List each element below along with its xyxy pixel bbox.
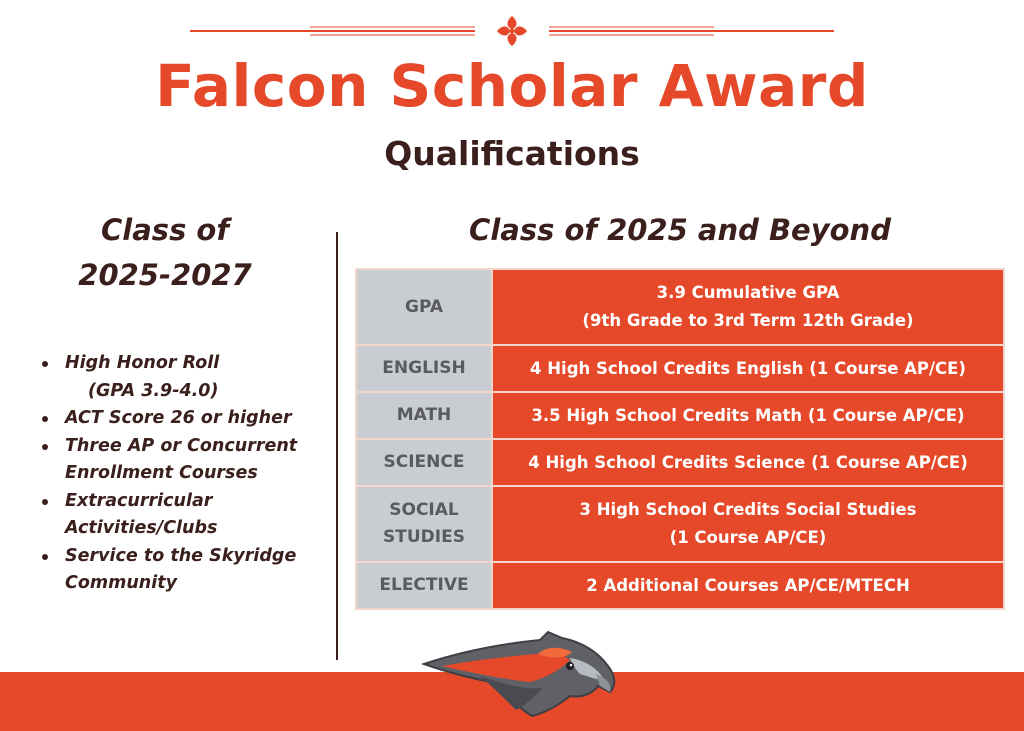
requirements-table [355,268,1005,610]
requirement-cell: 2 Additional Courses AP/CE/MTECH [492,562,1004,609]
requirement-cell: 3 High School Credits Social Studies (1 Course AP/CE) [492,486,1004,562]
left-heading-line1: Class of [101,213,229,247]
qualifications-list [38,350,338,598]
left-heading-line2: 2025-2027 [78,258,252,292]
category-cell: SCIENCE [356,439,492,486]
table-row [356,269,1004,345]
table-row [356,439,1004,486]
requirement-cell: 3.5 High School Credits Math (1 Course AP/CE) [492,392,1004,439]
table-row [356,345,1004,392]
list-item: Service to the Skyridge Community [38,543,338,598]
left-column-heading [40,208,290,298]
category-cell: ENGLISH [356,345,492,392]
column-divider [336,232,338,660]
list-item: Extracurricular Activities/Clubs [38,488,338,543]
category-cell: ELECTIVE [356,562,492,609]
fleur-divider-icon [190,14,834,48]
requirement-cell: 4 High School Credits English (1 Course AP/CE) [492,345,1004,392]
category-cell: SOCIAL STUDIES [356,486,492,562]
page-title: Falcon Scholar Award [155,52,869,120]
requirement-cell: 3.9 Cumulative GPA (9th Grade to 3rd Term 12th Grade) [492,269,1004,345]
falcon-head-logo [420,628,620,720]
page-subtitle: Qualifications [384,134,640,173]
category-cell: MATH [356,392,492,439]
list-item: ACT Score 26 or higher [38,405,338,433]
right-column-heading: Class of 2025 and Beyond [469,213,891,247]
category-cell: GPA [356,269,492,345]
list-item: High Honor Roll (GPA 3.9-4.0) [38,350,338,405]
requirement-cell: 4 High School Credits Science (1 Course AP/CE) [492,439,1004,486]
table-row [356,562,1004,609]
list-item: Three AP or Concurrent Enrollment Courses [38,433,338,488]
table-row [356,392,1004,439]
table-row [356,486,1004,562]
